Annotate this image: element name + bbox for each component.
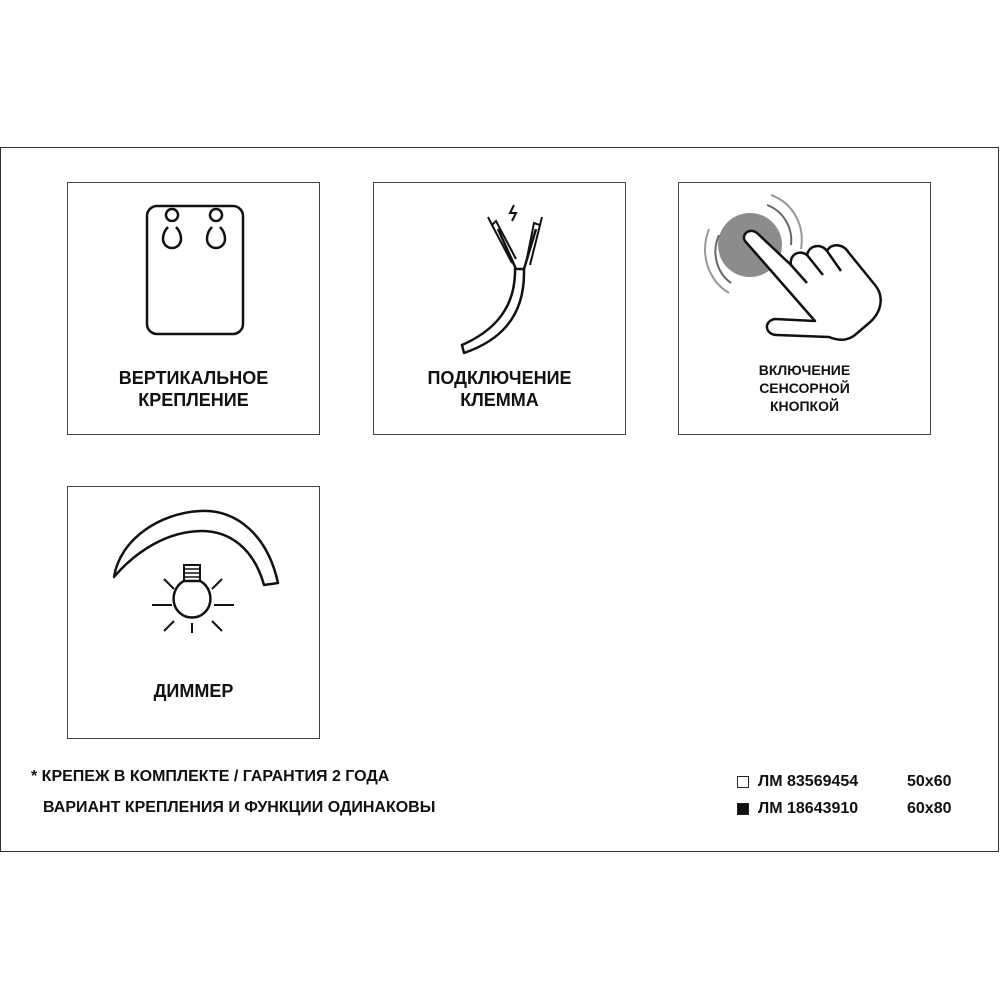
filled-square-icon — [737, 803, 749, 815]
card-vertical-mount — [67, 182, 320, 435]
keyhole-mount-icon — [68, 183, 321, 363]
variant-code: ЛМ 83569454 — [758, 773, 859, 790]
variant-size: 50х60 — [907, 773, 952, 790]
card-label-vertical-mount: ВЕРТИКАЛЬНОЕ КРЕПЛЕНИЕ — [118, 368, 269, 410]
card-touch-button — [678, 182, 931, 435]
empty-square-icon — [737, 776, 749, 788]
card-label-wire-terminal: ПОДКЛЮЧЕНИЕ КЛЕММА — [427, 368, 572, 410]
variant-size: 60х80 — [907, 800, 952, 817]
variant-row — [737, 800, 967, 818]
touch-button-icon — [679, 183, 932, 363]
spec-sheet — [0, 147, 999, 852]
variant-code: ЛМ 18643910 — [758, 800, 859, 817]
note-line-1: * КРЕПЕЖ В КОМПЛЕКТЕ / ГАРАНТИЯ 2 ГОДА — [31, 768, 390, 785]
card-wire-terminal — [373, 182, 626, 435]
note-line-2: ВАРИАНТ КРЕПЛЕНИЯ И ФУНКЦИИ ОДИНАКОВЫ — [43, 799, 436, 816]
card-label-touch-button: ВКЛЮЧЕНИЕ СЕНСОРНОЙ КНОПКОЙ — [758, 362, 851, 414]
variant-row — [737, 773, 967, 791]
card-label-dimmer: ДИММЕР — [153, 681, 234, 701]
dimmer-bulb-icon — [68, 487, 321, 667]
wire-terminal-icon — [374, 183, 627, 363]
card-dimmer — [67, 486, 320, 739]
